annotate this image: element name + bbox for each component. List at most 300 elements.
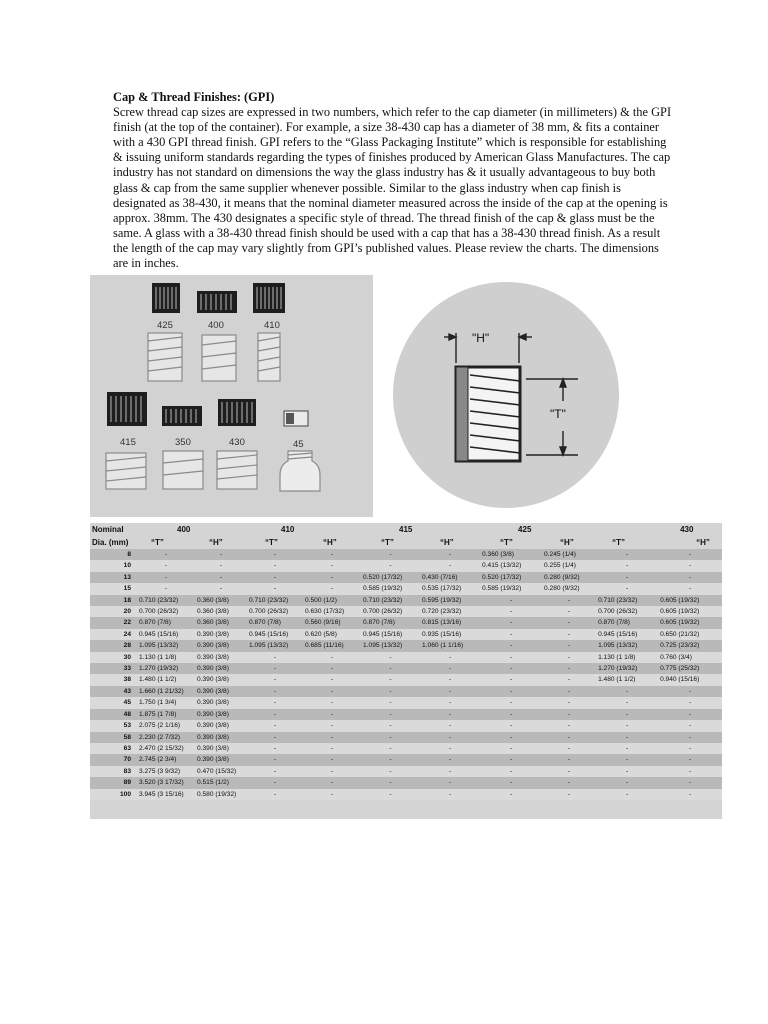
dimension-cell: - — [688, 687, 692, 695]
dimension-cell: - — [273, 744, 277, 752]
cap-label-415: 415 — [120, 437, 136, 448]
t-header-415: “T” — [381, 538, 394, 547]
dimension-cell: 1.095 (13/32) — [249, 642, 289, 650]
nominal-diameter-cell: 13 — [123, 573, 131, 581]
dimension-cell: - — [389, 687, 392, 695]
nominal-diameter-cell: 48 — [123, 710, 131, 718]
table-body — [90, 549, 722, 800]
dimension-cell: - — [273, 710, 277, 718]
dimension-cell: 0.520 (17/32) — [363, 573, 403, 581]
dimension-cell: - — [688, 722, 692, 730]
cap-photo-illustration — [90, 275, 373, 517]
dimension-cell: - — [389, 756, 392, 764]
dimension-cell: - — [625, 687, 629, 695]
dimension-cell: - — [448, 756, 452, 764]
dimension-cell: 0.700 (26/32) — [139, 608, 179, 616]
dimension-cell: - — [330, 733, 334, 741]
dimension-cell: 0.605 (19/32) — [660, 596, 700, 604]
dimension-cell: 0.515 (1/2) — [197, 779, 229, 787]
dimension-cell: 0.390 (3/8) — [197, 665, 229, 673]
dimension-cell: 1.270 (19/32) — [139, 665, 179, 673]
nominal-diameter-cell: 70 — [123, 756, 131, 764]
dimension-cell: - — [567, 699, 571, 707]
dimension-cell: 0.390 (3/8) — [197, 699, 229, 707]
dimension-cell: 0.595 (19/32) — [422, 596, 462, 604]
dimension-cell: - — [688, 790, 692, 798]
dimension-cell: - — [389, 676, 392, 684]
dimension-cell: 0.605 (19/32) — [660, 608, 700, 616]
dimension-cell: 0.710 (23/32) — [363, 596, 403, 604]
cap-photo-figure — [90, 275, 373, 517]
dimension-cell: 0.650 (21/32) — [660, 630, 700, 638]
thread-top-row-icon — [148, 333, 280, 381]
table-row — [90, 789, 722, 800]
dimension-cell: - — [273, 790, 277, 798]
dimension-cell: - — [273, 687, 277, 695]
dimension-cell: - — [509, 722, 513, 730]
finish-415-header: 415 — [399, 525, 413, 534]
table-row — [90, 697, 722, 708]
dimension-cell: - — [330, 767, 334, 775]
dimension-cell: - — [330, 744, 334, 752]
dia-header: Dia. (mm) — [92, 538, 129, 547]
dimension-cell: - — [330, 562, 334, 570]
dimension-cell: - — [448, 665, 452, 673]
table-row — [90, 663, 722, 674]
h-header-425: “H” — [560, 538, 574, 547]
dimension-cell: 1.095 (13/32) — [598, 642, 638, 650]
cap-425-icon — [152, 283, 180, 313]
dimension-cell: - — [273, 573, 277, 581]
dimension-cell: 0.560 (9/16) — [305, 619, 341, 627]
dimension-cell: 0.500 (1/2) — [305, 596, 337, 604]
document-title: Cap & Thread Finishes: (GPI) — [113, 90, 275, 104]
dimension-cell: - — [688, 562, 692, 570]
table-row — [90, 640, 722, 651]
dimension-cell: - — [330, 756, 334, 764]
dimension-cell: - — [273, 562, 277, 570]
dimension-cell: 0.470 (15/32) — [197, 767, 237, 775]
nominal-diameter-cell: 58 — [123, 733, 131, 741]
dimension-cell: 0.710 (23/32) — [249, 596, 289, 604]
dimension-cell: - — [625, 585, 629, 593]
dimension-cell: 0.585 (19/32) — [363, 585, 403, 593]
cap-cross-section-diagram — [378, 275, 676, 517]
dimension-cell: 0.390 (3/8) — [197, 653, 229, 661]
nominal-diameter-cell: 33 — [123, 665, 131, 673]
cap-label-350: 350 — [175, 437, 191, 448]
nominal-diameter-cell: 22 — [123, 619, 131, 627]
dimension-cell: - — [273, 585, 277, 593]
finish-400-header: 400 — [177, 525, 191, 534]
dimension-cell: - — [509, 744, 513, 752]
dimension-cell: 1.480 (1 1/2) — [139, 676, 177, 684]
dimension-cell: - — [273, 779, 277, 787]
dimension-cell: 1.660 (1 21/32) — [139, 687, 184, 695]
dimension-cell: - — [448, 687, 452, 695]
t-label: "T" — [550, 407, 566, 421]
table-row — [90, 720, 722, 731]
dimension-cell: 0.940 (15/16) — [660, 676, 700, 684]
dimension-cell: 0.775 (25/32) — [660, 665, 700, 673]
h-header-430: “H” — [696, 538, 710, 547]
dimension-cell: 0.815 (13/16) — [422, 619, 462, 627]
finish-430-header: 430 — [680, 525, 694, 534]
dimension-cell: - — [389, 733, 392, 741]
cap-label-45: 45 — [293, 439, 304, 450]
dimension-cell: 0.700 (26/32) — [598, 608, 638, 616]
dimension-cell: - — [219, 562, 223, 570]
dimension-cell: - — [273, 676, 277, 684]
dimension-cell: 0.710 (23/32) — [598, 596, 638, 604]
dimension-cell: - — [625, 710, 629, 718]
dimension-cell: - — [448, 676, 452, 684]
cap-400-icon — [197, 291, 237, 313]
dimension-cell: 0.255 (1/4) — [544, 562, 576, 570]
dimension-cell: 0.720 (23/32) — [422, 608, 462, 616]
dimension-cell: - — [567, 767, 571, 775]
dimension-cell: 0.390 (3/8) — [197, 630, 229, 638]
dimension-cell: - — [509, 767, 513, 775]
h-header-410: “H” — [323, 538, 337, 547]
dimension-cell: - — [273, 767, 277, 775]
dimension-cell: 0.520 (17/32) — [482, 573, 522, 581]
dimension-cell: 1.060 (1 1/16) — [422, 642, 464, 650]
dimension-cell: - — [219, 551, 223, 558]
cap-430-icon — [218, 399, 256, 426]
nominal-header: Nominal — [92, 525, 124, 534]
table-row — [90, 606, 722, 617]
dimension-cell: - — [273, 551, 277, 558]
dimension-cell: - — [567, 608, 571, 616]
dimension-cell: 0.430 (7/16) — [422, 573, 458, 581]
dimension-cell: - — [509, 710, 513, 718]
table-row — [90, 572, 722, 583]
dimension-cell: - — [509, 790, 513, 798]
dimension-cell: - — [567, 779, 571, 787]
dimension-cell: 0.390 (3/8) — [197, 710, 229, 718]
dimension-cell: - — [330, 585, 334, 593]
table-row — [90, 732, 722, 743]
dimension-cell: - — [164, 551, 168, 558]
cap-label-400: 400 — [208, 320, 224, 331]
dimension-cell: - — [448, 779, 452, 787]
nominal-diameter-cell: 38 — [123, 676, 131, 684]
dimension-cell: - — [448, 710, 452, 718]
dimension-cell: - — [273, 733, 277, 741]
dimension-cell: 0.870 (7/8) — [249, 619, 281, 627]
dimension-cell: - — [567, 676, 571, 684]
table-row — [90, 674, 722, 685]
dimension-cell: - — [509, 608, 513, 616]
dimension-cell: - — [330, 551, 334, 558]
cap-section-icon — [456, 367, 520, 461]
nominal-diameter-cell: 45 — [123, 699, 131, 707]
dimension-cell: - — [509, 596, 513, 604]
dimension-cell: - — [625, 733, 629, 741]
dimension-cell: - — [389, 744, 392, 752]
dimension-cell: 0.685 (11/16) — [305, 642, 344, 650]
dimension-cell: - — [330, 722, 334, 730]
dimension-cell: - — [330, 676, 334, 684]
dimension-cell: 0.280 (9/32) — [544, 585, 580, 593]
dimension-cell: - — [509, 653, 513, 661]
dimension-cell: - — [389, 779, 392, 787]
dimension-cell: 2.230 (2 7/32) — [139, 733, 181, 741]
dimension-cell: 0.710 (23/32) — [139, 596, 179, 604]
dimension-cell: - — [625, 562, 629, 570]
dimension-cell: 0.700 (26/32) — [249, 608, 289, 616]
table-row — [90, 549, 722, 560]
cap-410-icon — [253, 283, 285, 313]
dimension-cell: - — [688, 585, 692, 593]
dimension-table — [90, 523, 722, 819]
dimension-cell: 0.700 (26/32) — [363, 608, 403, 616]
dimension-cell: - — [389, 665, 392, 673]
dimension-cell: 0.390 (3/8) — [197, 722, 229, 730]
table-row — [90, 766, 722, 777]
dimension-cell: - — [625, 699, 629, 707]
dimension-cell: 0.725 (23/32) — [660, 642, 700, 650]
dimension-cell: - — [625, 551, 629, 558]
dimension-cell: 0.390 (3/8) — [197, 642, 229, 650]
nominal-diameter-cell: 10 — [123, 562, 131, 570]
dimension-cell: - — [509, 676, 513, 684]
dimension-cell: - — [625, 767, 629, 775]
dimension-cell: - — [273, 722, 277, 730]
dimension-cell: - — [567, 665, 571, 673]
dimension-cell: 0.390 (3/8) — [197, 733, 229, 741]
nominal-diameter-cell: 100 — [119, 790, 131, 798]
dimension-cell: - — [389, 562, 392, 570]
dimension-cell: - — [509, 665, 513, 673]
dimension-cell: 0.360 (3/8) — [482, 551, 514, 558]
table-row — [90, 754, 722, 765]
nominal-diameter-cell: 89 — [123, 779, 131, 787]
dimension-cell: 0.620 (5/8) — [305, 630, 337, 638]
dimension-cell: 0.580 (19/32) — [197, 790, 237, 798]
dimension-cell: 1.130 (1 1/8) — [139, 653, 177, 661]
dimension-cell: - — [273, 756, 277, 764]
dimension-cell: - — [567, 790, 571, 798]
dimension-cell: 0.870 (7/8) — [139, 619, 171, 627]
dimension-cell: 0.415 (13/32) — [482, 562, 522, 570]
table-row — [90, 709, 722, 720]
dimension-cell: - — [164, 573, 168, 581]
dimension-cell: 3.945 (3 15/16) — [139, 790, 184, 798]
dimension-cell: - — [509, 779, 513, 787]
dimension-cell: 0.360 (3/8) — [197, 608, 229, 616]
dimension-cell: - — [330, 699, 334, 707]
dimension-cell: 0.535 (17/32) — [422, 585, 462, 593]
table-row — [90, 617, 722, 628]
dimension-cell: - — [567, 710, 571, 718]
dimension-cell: 0.945 (15/16) — [363, 630, 403, 638]
cap-350-icon — [162, 406, 202, 426]
dimension-cell: - — [688, 551, 692, 558]
nominal-diameter-cell: 24 — [123, 630, 131, 638]
dimension-cell: - — [688, 710, 692, 718]
dimension-cell: 1.095 (13/32) — [139, 642, 179, 650]
dimension-cell: - — [448, 767, 452, 775]
dimension-cell: - — [330, 573, 334, 581]
dimension-cell: - — [330, 665, 334, 673]
cap-dimension-figure — [378, 275, 676, 517]
dimension-cell: - — [567, 596, 571, 604]
dimension-cell: - — [164, 562, 168, 570]
dimension-cell: - — [567, 687, 571, 695]
nominal-diameter-cell: 8 — [127, 551, 131, 558]
dimension-cell: 1.480 (1 1/2) — [598, 676, 636, 684]
dimension-cell: 1.750 (1 3/4) — [139, 699, 177, 707]
h-label: "H" — [472, 331, 490, 345]
dimension-cell: - — [330, 653, 334, 661]
dimension-cell: 0.390 (3/8) — [197, 676, 229, 684]
dimension-cell: - — [509, 630, 513, 638]
nominal-diameter-cell: 53 — [123, 722, 131, 730]
dimension-cell: 0.945 (15/16) — [598, 630, 638, 638]
table-row — [90, 743, 722, 754]
nominal-diameter-cell: 63 — [123, 744, 131, 752]
dimension-cell: 3.275 (3 9/32) — [139, 767, 181, 775]
table-row — [90, 629, 722, 640]
dimension-cell: 3.520 (3 17/32) — [139, 779, 184, 787]
nominal-diameter-cell: 18 — [123, 596, 131, 604]
dimension-cell: - — [448, 699, 452, 707]
finish-410-header: 410 — [281, 525, 295, 534]
dimension-cell: 0.945 (15/16) — [249, 630, 289, 638]
dimension-cell: 0.585 (19/32) — [482, 585, 522, 593]
dimension-cell: 0.390 (3/8) — [197, 756, 229, 764]
dimension-cell: - — [164, 585, 168, 593]
dimension-cell: - — [509, 699, 513, 707]
table-row — [90, 686, 722, 697]
nominal-diameter-cell: 20 — [123, 608, 131, 616]
t-header-425: “T” — [500, 538, 513, 547]
dimension-cell: - — [389, 551, 392, 558]
dimension-cell: 0.360 (3/8) — [197, 619, 229, 627]
dimension-cell: - — [389, 767, 392, 775]
dimension-cell: - — [567, 619, 571, 627]
dimension-cell: - — [625, 756, 629, 764]
t-header-430: “T” — [612, 538, 625, 547]
dimension-cell: - — [330, 790, 334, 798]
dimension-cell: - — [688, 767, 692, 775]
dimension-cell: - — [688, 756, 692, 764]
nominal-diameter-cell: 43 — [123, 687, 131, 695]
dimension-cell: - — [330, 710, 334, 718]
dimension-cell: 0.390 (3/8) — [197, 687, 229, 695]
dimension-cell: 0.605 (19/32) — [660, 619, 700, 627]
dimension-cell: - — [688, 779, 692, 787]
nominal-diameter-cell: 30 — [123, 653, 131, 661]
dimension-cell: 1.130 (1 1/8) — [598, 653, 636, 661]
dimension-cell: - — [273, 699, 277, 707]
finish-425-header: 425 — [518, 525, 532, 534]
dimension-cell: - — [448, 653, 452, 661]
t-header-410: “T” — [265, 538, 278, 547]
dimension-cell: 1.095 (13/32) — [363, 642, 403, 650]
document-paragraph: Screw thread cap sizes are expressed in two numbers, which refer to the cap diameter (in millimeters) & the GPI finish (at the top of the container). For example, a size 38-430 cap has a diameter of 38 mm, & fits a container with a 430 GPI thread finish. GPI refers to the “Glass Packaging Institute” which is responsible for establishing & issuing uniform standards regarding the types of finishes produced by American Glass Manufactures. The cap industry has not standard on dimensions the way the glass industry has & it usually advantageous to buy both glass & cap from the same supplier whenever possible. Similar to the glass industry when cap finish is designated as 38-430, it means that the nominal diameter measured across the inside of the cap at the opening is approx. 38mm. The 430 designates a specific style of thread. The thread finish of the cap & glass must be the same. A glass with a 38-430 thread finish should be used with a cap that has a 38-430 thread finish. As a result the length of the cap may vary slightly from GPI’s published values. Please review the charts. The dimensions are in inches. — [113, 105, 672, 271]
dimension-cell: 0.870 (7/8) — [598, 619, 630, 627]
dimension-cell: - — [509, 642, 513, 650]
h-header-400: “H” — [209, 538, 223, 547]
dimension-cell: 2.745 (2 3/4) — [139, 756, 177, 764]
dimension-cell: - — [509, 687, 513, 695]
dimension-cell: - — [688, 699, 692, 707]
dimension-cell: - — [219, 585, 223, 593]
dimension-cell: 0.245 (1/4) — [544, 551, 576, 558]
dimension-cell: 1.875 (1 7/8) — [139, 710, 177, 718]
dimension-cell: - — [389, 710, 392, 718]
dimension-cell: - — [625, 573, 629, 581]
dimension-cell: - — [389, 722, 392, 730]
cap-45-icon — [284, 411, 308, 426]
table-row — [90, 583, 722, 594]
dimension-cell: - — [448, 722, 452, 730]
dimension-cell: - — [273, 653, 277, 661]
dimension-cell: - — [330, 779, 334, 787]
dimension-cell: - — [448, 744, 452, 752]
dimension-cell: - — [688, 733, 692, 741]
nominal-diameter-cell: 83 — [123, 767, 131, 775]
cap-label-410: 410 — [264, 320, 280, 331]
dimension-cell: - — [688, 744, 692, 752]
dimension-cell: 1.270 (19/32) — [598, 665, 638, 673]
dimension-cell: - — [509, 756, 513, 764]
table-row — [90, 652, 722, 663]
dimension-cell: - — [509, 619, 513, 627]
table-row — [90, 595, 722, 606]
dimension-cell: - — [448, 733, 452, 741]
dimension-cell: 0.935 (15/16) — [422, 630, 462, 638]
dimension-cell: 0.760 (3/4) — [660, 653, 692, 661]
dimension-cell: 0.390 (3/8) — [197, 744, 229, 752]
dimension-cell: - — [448, 562, 452, 570]
t-header-400: “T” — [151, 538, 164, 547]
dimension-cell: - — [389, 653, 392, 661]
dimension-cell: - — [567, 744, 571, 752]
dimension-cell: - — [273, 665, 277, 673]
dimension-cell: - — [567, 630, 571, 638]
dimension-cell: - — [625, 744, 629, 752]
dimension-cell: 0.280 (9/32) — [544, 573, 580, 581]
dimension-cell: - — [448, 551, 452, 558]
dimension-cell: - — [389, 699, 392, 707]
dimension-cell: - — [567, 756, 571, 764]
text-block — [113, 90, 675, 271]
cap-415-icon — [107, 392, 147, 426]
table-row — [90, 777, 722, 788]
table-row — [90, 560, 722, 571]
dimension-cell: - — [567, 722, 571, 730]
dimension-cell: - — [567, 733, 571, 741]
dimension-cell: - — [625, 779, 629, 787]
dimension-cell: - — [625, 790, 629, 798]
dimension-cell: - — [567, 642, 571, 650]
h-header-415: “H” — [440, 538, 454, 547]
dimension-cell: - — [330, 687, 334, 695]
dimension-cell: - — [219, 573, 223, 581]
cap-label-425: 425 — [157, 320, 173, 331]
dimension-cell: 2.470 (2 15/32) — [139, 744, 184, 752]
dimension-cell: 0.945 (15/16) — [139, 630, 179, 638]
dimension-cell: 0.870 (7/8) — [363, 619, 395, 627]
cap-label-430: 430 — [229, 437, 245, 448]
dimension-cell: - — [509, 733, 513, 741]
dimension-cell: - — [567, 653, 571, 661]
dimension-cell: - — [448, 790, 452, 798]
